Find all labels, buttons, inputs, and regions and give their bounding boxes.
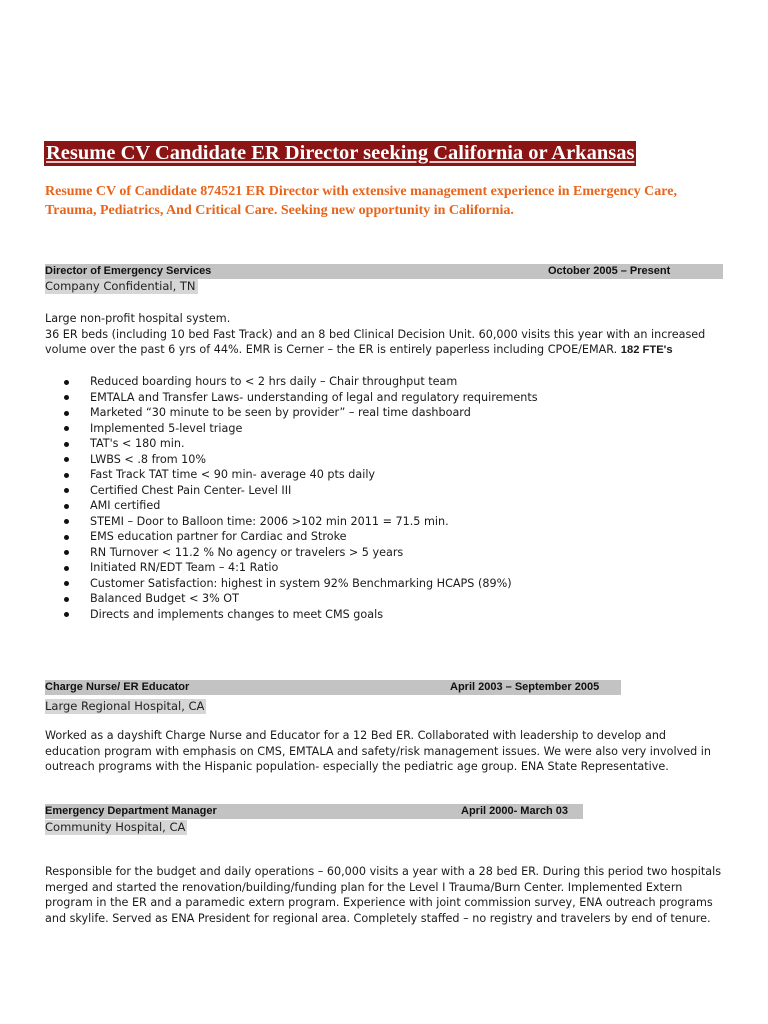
bullet-icon (64, 380, 69, 385)
list-item: Reduced boarding hours to < 2 hrs daily – Chair throughput team (60, 374, 538, 390)
job-header-ed-manager (45, 804, 583, 819)
job-description: Responsible for the budget and daily operations – 60,000 visits a year with a 28 bed ER. During this period two hospitals merged and started the renovation/building/funding plan for the Level I Trauma/Burn Center. Implemented Extern program in the ER and a paramedic extern program. Experience with joint commission survey, ENA outreach programs and skylife. Served as ENA President for regional area. Completely staffed – no registry and travelers by end of tenure. (45, 865, 722, 925)
bullet-icon (64, 519, 69, 524)
summary-detail: 36 ER beds (including 10 bed Fast Track) and an 8 bed Clinical Decision Unit. 60,000 visits this year with an increased volume over the past 6 yrs of 44%. EMR is Cerner – the ER is entirely paperless including CPOE/EMAR. (45, 327, 706, 356)
bullet-icon (64, 457, 69, 462)
list-item: AMI certified (60, 498, 538, 514)
company-name: Company Confidential, TN (45, 279, 196, 293)
document-title: Resume CV Candidate ER Director seeking California or Arkansas (46, 142, 635, 164)
bullet-icon (64, 395, 69, 400)
list-item: STEMI – Door to Balloon time: 2006 >102 min 2011 = 71.5 min. (60, 514, 538, 530)
bullet-icon (64, 535, 69, 540)
bullet-icon (64, 426, 69, 431)
achievements-list (60, 374, 538, 622)
summary-text (45, 327, 725, 359)
list-item: RN Turnover < 11.2 % No agency or travelers > 5 years (60, 545, 538, 561)
list-item: Marketed “30 minute to be seen by provider” – real time dashboard (60, 405, 538, 421)
job-dates: April 2003 – September 2005 (450, 681, 600, 693)
list-item: Initiated RN/EDT Team – 4:1 Ratio (60, 560, 538, 576)
list-item: TAT's < 180 min. (60, 436, 538, 452)
job-dates: April 2000- March 03 (461, 805, 568, 817)
list-item: Fast Track TAT time < 90 min- average 40 pts daily (60, 467, 538, 483)
job-header-charge-nurse (45, 680, 621, 695)
list-item: Balanced Budget < 3% OT (60, 591, 538, 607)
bullet-icon (64, 488, 69, 493)
job-header-director (45, 264, 723, 279)
list-item: EMTALA and Transfer Laws- understanding of legal and regulatory requirements (60, 390, 538, 406)
list-item: Certified Chest Pain Center- Level III (60, 483, 538, 499)
list-item: Customer Satisfaction: highest in system 92% Benchmarking HCAPS (89%) (60, 576, 538, 592)
summary-line: Large non-profit hospital system. (45, 312, 231, 325)
bullet-icon (64, 473, 69, 478)
company-name: Large Regional Hospital, CA (45, 699, 205, 713)
bullet-icon (64, 550, 69, 555)
bullet-icon (64, 581, 69, 586)
list-item: EMS education partner for Cardiac and Stroke (60, 529, 538, 545)
bullet-icon (64, 442, 69, 447)
job-title: Charge Nurse/ ER Educator (45, 681, 190, 693)
list-item: Directs and implements changes to meet CMS goals (60, 607, 538, 623)
list-item: Implemented 5-level triage (60, 421, 538, 437)
bullet-icon (64, 597, 69, 602)
job-description: Worked as a dayshift Charge Nurse and Educator for a 12 Bed ER. Collaborated with leadership to develop and education program with emphasis on CMS, EMTALA and safety/risk management issues. We were also very involved in outreach programs with the Hispanic population- especially the pediatric age group. ENA State Representative. (45, 729, 711, 773)
fte-count: 182 FTE's (620, 344, 673, 356)
bullet-icon (64, 566, 69, 571)
list-item: LWBS < .8 from 10% (60, 452, 538, 468)
document-subtitle: Resume CV of Candidate 874521 ER Director with extensive management experience in Emergency Care, Trauma, Pediatrics, And Critical Care. Seeking new opportunity in California. (45, 184, 677, 218)
job-dates: October 2005 – Present (548, 265, 671, 277)
job-summary (45, 311, 725, 359)
company-name: Community Hospital, CA (45, 820, 186, 834)
bullet-icon (64, 504, 69, 509)
job-title: Emergency Department Manager (45, 805, 217, 817)
bullet-icon (64, 411, 69, 416)
job-title: Director of Emergency Services (45, 265, 212, 277)
bullet-icon (64, 612, 69, 617)
